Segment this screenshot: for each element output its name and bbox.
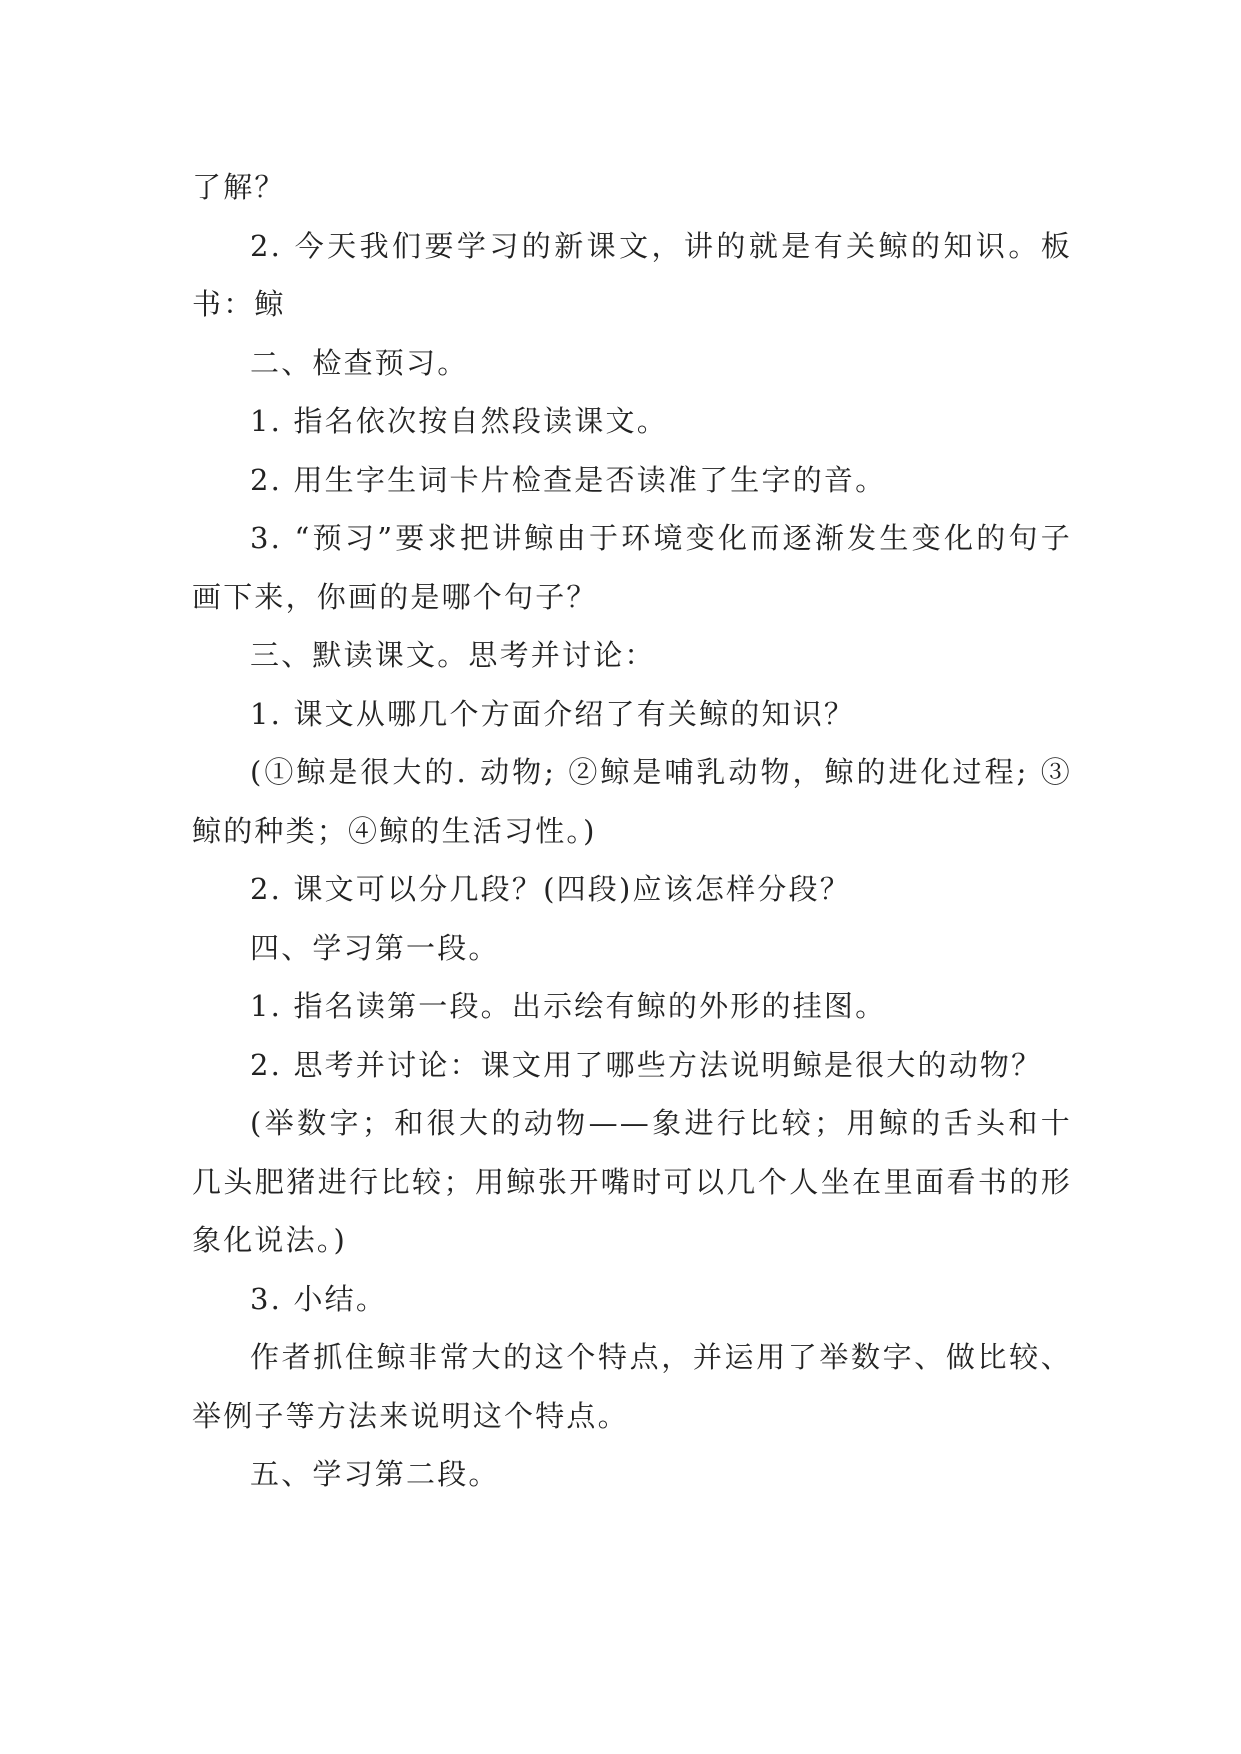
document-body <box>192 158 1072 1504</box>
paragraph: 3. 小结。 <box>250 1281 388 1316</box>
section-heading: 二、检查预习。 <box>250 345 469 380</box>
section-heading: 三、默读课文。思考并讨论： <box>250 638 656 672</box>
paragraph: (①鲸是很大的. 动物; ②鲸是哺乳动物，鲸的进化过程; ③鲸的种类；④鲸的生活习性。) <box>192 755 1072 848</box>
paragraph: 2. 课文可以分几段？(四段)应该怎样分段？ <box>250 872 851 906</box>
paragraph: 3. “预习”要求把讲鲸由于环境变化而逐渐发生变化的句子画下来，你画的是哪个句子？ <box>192 521 1072 614</box>
paragraph: 2. 思考并讨论：课文用了哪些方法说明鲸是很大的动物？ <box>250 1047 1043 1082</box>
section-heading: 五、学习第二段。 <box>250 1457 500 1491</box>
paragraph: 1. 课文从哪几个方面介绍了有关鲸的知识？ <box>250 696 856 731</box>
paragraph: 作者抓住鲸非常大的这个特点，并运用了举数字、做比较、举例子等方法来说明这个特点。 <box>192 1340 1072 1433</box>
paragraph: 1. 指名读第一段。出示绘有鲸的外形的挂图。 <box>250 989 887 1023</box>
paragraph: (举数字；和很大的动物——象进行比较；用鲸的舌头和十几头肥猪进行比较；用鲸张开嘴时可以几个人坐在里面看书的形象化说法。) <box>192 1106 1072 1257</box>
paragraph: 2. 今天我们要学习的新课文，讲的就是有关鲸的知识。板书：鲸 <box>192 228 1072 321</box>
paragraph: 1. 指名依次按自然段读课文。 <box>250 404 668 438</box>
paragraph: 2. 用生字生词卡片检查是否读准了生字的音。 <box>250 462 887 497</box>
section-heading: 四、学习第一段。 <box>250 930 500 965</box>
paragraph: 了解？ <box>192 170 286 204</box>
